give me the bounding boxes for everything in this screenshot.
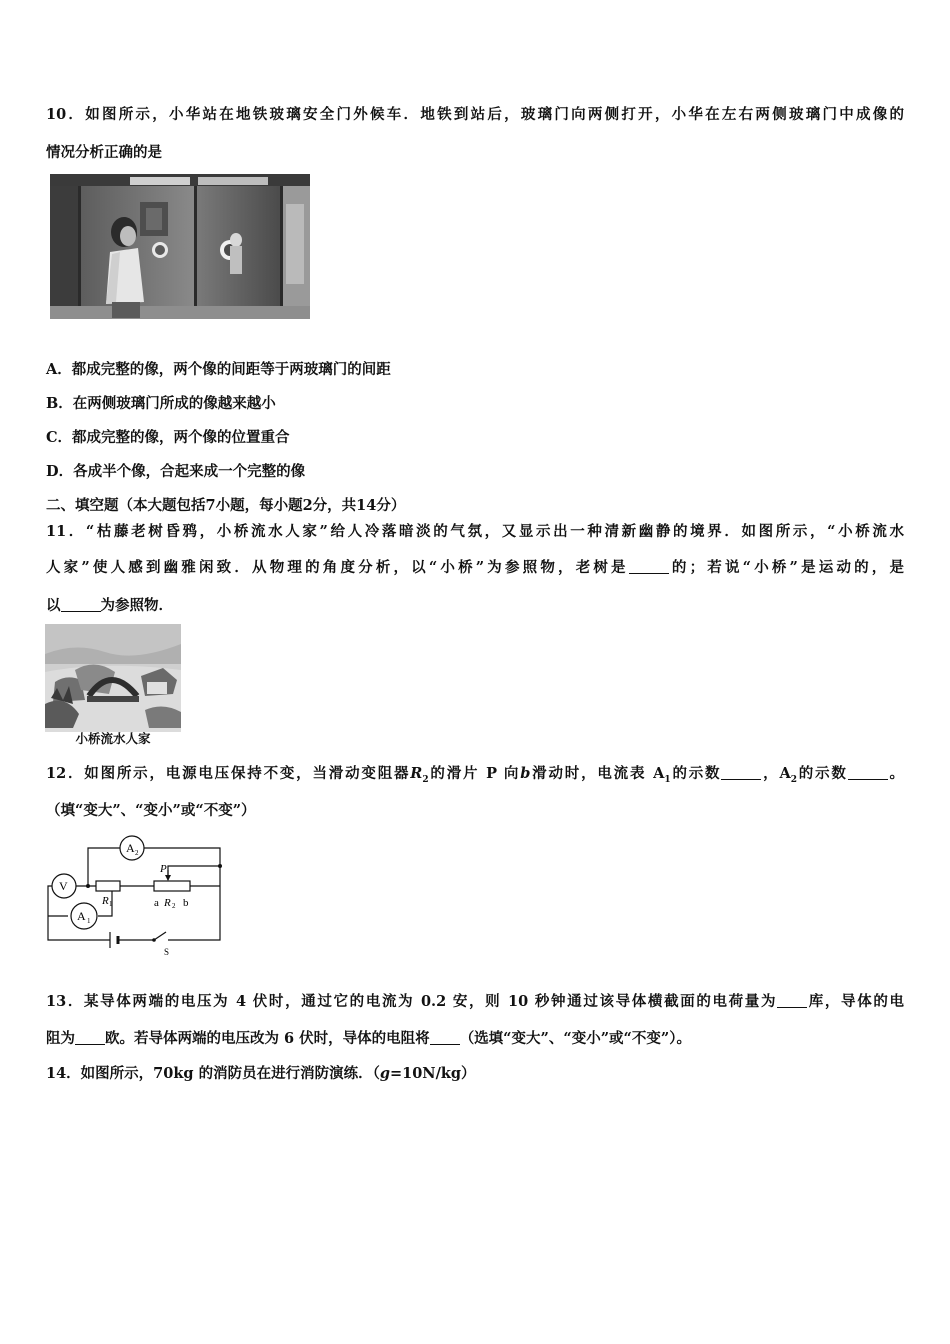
- q13-stem-line1: [46, 990, 904, 1011]
- q14-text-b: =10N/kg）: [389, 1065, 476, 1082]
- ammeter-a2: [120, 836, 144, 860]
- voltmeter-v-label: V: [59, 879, 68, 893]
- q11-stem-line3-text-a: 以: [46, 597, 61, 614]
- q11-stem-line2: [46, 556, 904, 577]
- q14-g-symbol: g: [379, 1065, 390, 1082]
- ammeter-a2-sub: 2: [135, 849, 139, 857]
- q13-answer-blank-1[interactable]: [777, 993, 807, 1008]
- rheostat-r2-sub: 2: [172, 902, 176, 910]
- resistor-r1-sub: 1: [109, 900, 113, 908]
- q11-photo-caption: 小桥流水人家: [75, 731, 151, 746]
- q11-bridge-photo: [45, 624, 181, 746]
- section-2-heading: 二、填空题（本大题包括7小题，每小题2分，共14分）: [46, 497, 406, 514]
- q13-text-a: 13．某导体两端的电压为 4 伏时，通过它的电流为 0.2 安，则 10 秒钟通过该导体横截面的电荷量为: [46, 993, 778, 1010]
- q12-b-symbol: b: [520, 765, 531, 782]
- q10-option-d[interactable]: D．各成半个像，合起来成一个完整的像: [46, 463, 306, 480]
- q12-circuit-diagram: [44, 830, 229, 960]
- q12-r2-symbol: R: [410, 765, 423, 782]
- q10-option-a[interactable]: A．都成完整的像，两个像的间距等于两玻璃门的间距: [46, 361, 391, 378]
- q11-stem-line1: 11．“枯藤老树昏鸦，小桥流水人家”给人冷落暗淡的气氛，又显示出一种清新幽静的境界．如图所示，“小桥流水: [46, 523, 904, 540]
- ammeter-a1: [71, 903, 97, 929]
- q12-answer-blank-2[interactable]: [848, 765, 888, 780]
- switch-s-label: S: [164, 947, 170, 957]
- rheostat-end-a: a: [154, 897, 159, 909]
- q13-text-d: 欧。若导体两端的电压改为 6 伏时，导体的电阻将: [105, 1030, 430, 1047]
- q10-option-c[interactable]: C．都成完整的像，两个像的位置重合: [46, 429, 290, 446]
- q12-text-e: ，A: [761, 765, 791, 782]
- q12-text-g: 。: [887, 765, 904, 782]
- resistor-r1: [96, 881, 120, 908]
- q14-text-a: 14．如图所示，70kg 的消防员在进行消防演练．（: [46, 1065, 380, 1082]
- q13-answer-blank-2[interactable]: [75, 1030, 105, 1045]
- q10-stem-line1: 10．如图所示，小华站在地铁玻璃安全门外候车．地铁到站后，玻璃门向两侧打开，小华在左右两侧玻璃门中成像的: [46, 106, 904, 123]
- rheostat-r2-label: R: [164, 897, 171, 909]
- q11-stem-line2-text-a: 人家”使人感到幽雅闲致．从物理的角度分析，以“小桥”为参照物，老树是: [46, 559, 629, 576]
- q11-stem-line3-text-b: 为参照物．: [100, 597, 173, 614]
- q12-stem-line1: [46, 762, 904, 785]
- ammeter-a1-label: A: [77, 909, 86, 923]
- slider-p-label: P: [160, 863, 167, 875]
- q13-text-e: （选填“变大”、“变小”或“不变”）。: [459, 1030, 691, 1047]
- q12-stem-line2: （填“变大”、“变小”或“不变”）: [46, 802, 256, 819]
- q11-answer-blank-1[interactable]: [629, 559, 669, 574]
- q13-text-b: 库，导体的电: [807, 993, 904, 1010]
- q12-text-f: 的示数: [796, 765, 848, 782]
- q13-answer-blank-3[interactable]: [430, 1030, 460, 1045]
- q12-r2-subscript: 2: [422, 774, 429, 785]
- q12-text-c: 滑动时，电流表 A: [530, 765, 665, 782]
- q12-answer-blank-1[interactable]: [721, 765, 761, 780]
- resistor-r1-label: R: [102, 895, 109, 907]
- rheostat-r2: [154, 863, 190, 910]
- ammeter-a2-label: A: [126, 841, 135, 855]
- q11-answer-blank-2[interactable]: [61, 597, 101, 612]
- q10-stem-line2: 情况分析正确的是: [46, 144, 162, 161]
- q11-stem-line2-text-b: 的；若说“小桥”是运动的，是: [668, 559, 904, 576]
- q12-a1-subscript: 1: [664, 774, 671, 785]
- q12-text-b: 的滑片 P 向: [428, 765, 521, 782]
- q12-text-a: 12．如图所示，电源电压保持不变，当滑动变阻器: [46, 765, 411, 782]
- battery: [110, 932, 118, 948]
- q13-text-c: 阻为: [46, 1030, 75, 1047]
- q14-stem: [46, 1062, 476, 1083]
- switch-s: [152, 938, 169, 957]
- q10-option-b[interactable]: B．在两侧玻璃门所成的像越来越小: [46, 395, 276, 412]
- q12-a2-subscript: 2: [790, 774, 797, 785]
- voltmeter-v: [52, 874, 76, 898]
- q13-stem-line2: [46, 1027, 691, 1048]
- q10-subway-door-photo: [50, 174, 310, 319]
- q12-text-d: 的示数: [670, 765, 722, 782]
- rheostat-end-b: b: [183, 897, 189, 909]
- ammeter-a1-sub: 1: [87, 917, 91, 925]
- q11-stem-line3: [46, 594, 173, 615]
